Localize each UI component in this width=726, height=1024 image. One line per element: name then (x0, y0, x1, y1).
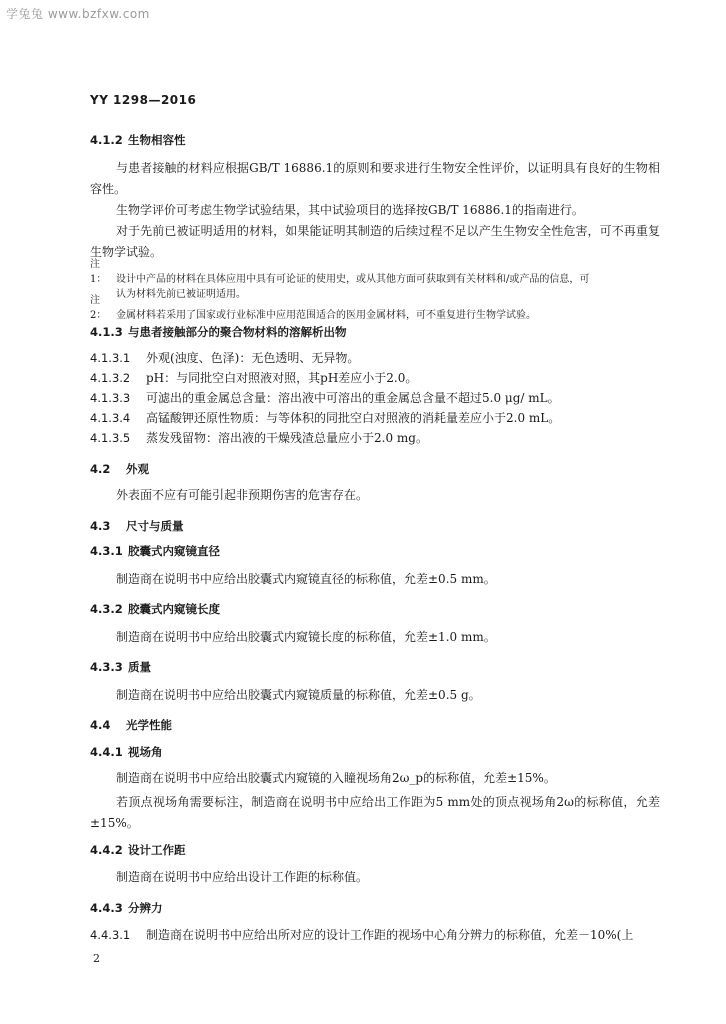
paragraph: 制造商在说明书中应给出设计工作距的标称值。 (116, 870, 369, 884)
paragraph: 与患者接触的材料应根据GB/T 16886.1的原则和要求进行生物安全性评价，以证明具有良好的生物相容性。 (90, 161, 660, 196)
item-number: 4.1.3.5 (90, 431, 131, 445)
item-number: 4.1.3.1 (90, 351, 131, 365)
note-text-continued: 认为材料先前已被证明适用。 (116, 289, 246, 300)
list-item (90, 409, 560, 426)
section-heading-4-4-2 (90, 842, 186, 858)
section-number: 4.4.1 (90, 745, 123, 759)
note-text: 设计中产品的材料在具体应用中具有可论证的使用史，或从其他方面可获取到有关材料和/或产品的信息，可 (116, 274, 590, 285)
item-text: 蒸发残留物：溶出液的干燥残渣总量应小于2.0 mg。 (146, 431, 428, 445)
section-heading-4-3-3 (90, 659, 151, 675)
section-heading-4-3 (90, 518, 184, 534)
paragraph: 制造商在说明书中应给出胶囊式内窥镜质量的标称值，允差±0.5 g。 (116, 688, 481, 702)
paragraph: 若顶点视场角需要标注，制造商在说明书中应给出工作距为5 mm处的顶点视场角2ω的标称值，允差±15%。 (90, 795, 660, 830)
section-number: 4.3 (90, 519, 111, 533)
paragraph: 生物学评价可考虑生物学试验结果，其中试验项目的选择按GB/T 16886.1的指南进行。 (116, 203, 584, 217)
section-title: 设计工作距 (128, 843, 186, 857)
section-number: 4.4.3 (90, 901, 123, 915)
section-number: 4.2 (90, 462, 111, 476)
section-title: 胶囊式内窥镜直径 (128, 544, 220, 558)
section-title: 外观 (126, 462, 149, 476)
section-heading-4-3-2 (90, 601, 220, 617)
section-number: 4.1.2 (90, 133, 123, 147)
watermark: 学兔兔 www.bzfxw.com (6, 7, 150, 21)
section-number: 4.4 (90, 718, 111, 732)
list-item (90, 369, 417, 386)
section-heading-4-1-3 (90, 324, 347, 340)
section-heading-4-3-1 (90, 543, 220, 559)
section-title: 视场角 (128, 745, 163, 759)
section-number: 4.3.1 (90, 544, 123, 558)
note-label: 注2： (90, 295, 107, 321)
section-title: 生物相容性 (128, 133, 186, 147)
item-text: 制造商在说明书中应给出所对应的设计工作距的视场中心角分辨力的标称值，允差－10%(上 (146, 928, 634, 942)
page-number: 2 (93, 952, 100, 965)
item-text: 可滤出的重金属总含量：溶出液中可溶出的重金属总含量不超过5.0 μg/ mL。 (146, 391, 560, 405)
item-text: 高锰酸钾还原性物质：与等体积的同批空白对照液的消耗量差应小于2.0 mL。 (146, 411, 561, 425)
section-title: 与患者接触部分的聚合物材料的溶解析出物 (128, 325, 347, 339)
item-number: 4.1.3.2 (90, 371, 131, 385)
item-number: 4.1.3.3 (90, 391, 131, 405)
section-title: 尺寸与质量 (126, 519, 184, 533)
section-title: 光学性能 (126, 718, 172, 732)
paragraph: 制造商在说明书中应给出胶囊式内窥镜长度的标称值，允差±1.0 mm。 (116, 630, 496, 644)
section-heading-4-1-2 (90, 132, 186, 148)
paragraph: 对于先前已被证明适用的材料，如果能证明其制造的后续过程不足以产生生物安全性危害，可不再重复生物学试验。 (90, 224, 660, 259)
section-title: 胶囊式内窥镜长度 (128, 602, 220, 616)
item-text: 外观(浊度、色泽)：无色透明、无异物。 (146, 351, 360, 365)
section-number: 4.1.3 (90, 325, 123, 339)
item-number: 4.4.3.1 (90, 928, 131, 942)
list-item (90, 926, 633, 943)
item-text: pH：与同批空白对照液对照，其pH差应小于2.0。 (146, 371, 418, 385)
paragraph: 外表面不应有可能引起非预期伤害的危害存在。 (116, 488, 369, 502)
section-heading-4-4-1 (90, 744, 163, 760)
note-label: 注1： (90, 259, 107, 285)
list-item (90, 349, 359, 366)
section-heading-4-4-3 (90, 900, 163, 916)
list-item (90, 389, 560, 406)
section-heading-4-2 (90, 461, 149, 477)
paragraph: 制造商在说明书中应给出胶囊式内窥镜直径的标称值，允差±0.5 mm。 (116, 572, 496, 586)
note-text: 金属材料若采用了国家或行业标准中应用范围适合的医用金属材料，可不重复进行生物学试验。 (116, 310, 536, 321)
standard-number: YY 1298—2016 (90, 93, 197, 107)
paragraph: 制造商在说明书中应给出胶囊式内窥镜的入瞳视场角2ω_p的标称值，允差±15%。 (116, 771, 556, 785)
section-number: 4.3.2 (90, 602, 123, 616)
item-number: 4.1.3.4 (90, 411, 131, 425)
section-title: 质量 (128, 660, 151, 674)
section-heading-4-4 (90, 717, 172, 733)
section-number: 4.4.2 (90, 843, 123, 857)
section-number: 4.3.3 (90, 660, 123, 674)
note-2 (90, 293, 650, 323)
section-title: 分辨力 (128, 901, 163, 915)
list-item (90, 429, 428, 446)
